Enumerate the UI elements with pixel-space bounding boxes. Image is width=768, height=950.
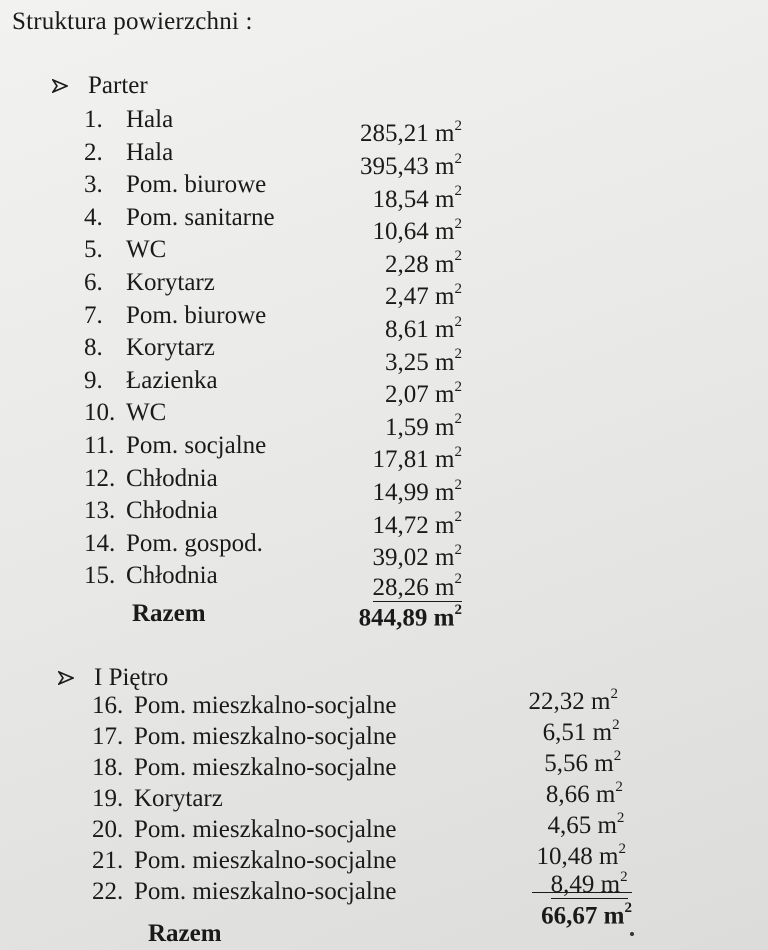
table-row (92, 752, 396, 784)
area-value (360, 120, 462, 147)
room-area (542, 711, 620, 747)
room-area (385, 242, 462, 278)
room-name: Łazienka (126, 366, 218, 394)
table-row (92, 876, 396, 908)
area-value (372, 476, 462, 506)
area-number: 1,59 m (385, 413, 455, 441)
area-unit-exponent: 2 (620, 869, 628, 885)
area-unit-exponent: 2 (454, 571, 462, 588)
table-row (92, 721, 396, 753)
row-number: 10. (84, 399, 116, 427)
row-number: 19. (92, 785, 124, 812)
area-number: 5,56 m (544, 750, 614, 778)
speck (630, 932, 634, 936)
section-heading (52, 72, 148, 100)
table-row (84, 397, 166, 429)
area-number: 17,81 m (372, 446, 455, 474)
row-number: 21. (92, 847, 124, 874)
room-name: WC (126, 236, 167, 264)
area-value (385, 248, 462, 278)
table-row (84, 202, 275, 234)
row-number: 3. (84, 171, 103, 199)
room-name: Chłodnia (126, 497, 218, 525)
area-unit-exponent: 2 (454, 281, 462, 297)
area-unit-exponent: 2 (454, 248, 462, 265)
total-unit-exponent: 2 (624, 900, 632, 916)
area-value (372, 215, 462, 246)
total-unit-exponent: 2 (454, 602, 462, 618)
table-row (84, 560, 218, 592)
table-row (92, 845, 396, 877)
area-value (372, 509, 462, 539)
area-number: 3,25 m (385, 348, 455, 376)
total-divider (532, 892, 632, 893)
room-area (536, 835, 626, 871)
row-number: 14. (84, 529, 116, 557)
total-label: Razem (148, 920, 222, 947)
area-value (385, 378, 462, 409)
arrow-bullet-icon (58, 671, 74, 685)
row-number: 13. (84, 497, 116, 525)
row-number: 16. (92, 692, 124, 719)
room-area (372, 438, 462, 474)
page-title: Struktura powierzchni : (12, 8, 253, 35)
area-unit-exponent: 2 (613, 748, 622, 764)
row-number: 11. (84, 432, 115, 459)
table-row (84, 234, 166, 266)
room-name: Pom. mieszkalno-socjalne (134, 878, 397, 905)
row-number: 22. (92, 878, 124, 905)
row-number: 9. (84, 366, 103, 394)
total-value (541, 894, 632, 930)
table-row (84, 332, 215, 364)
area-number: 8,49 m (550, 871, 621, 899)
table-row (84, 267, 215, 299)
area-number: 6,51 m (542, 719, 613, 747)
room-area (544, 742, 622, 778)
area-number: 14,72 m (372, 511, 455, 539)
room-name: Pom. mieszkalno-socjalne (134, 723, 397, 750)
area-unit-exponent: 2 (454, 150, 462, 167)
room-area (385, 340, 462, 376)
area-number: 8,66 m (545, 781, 616, 809)
area-unit-exponent: 2 (454, 346, 462, 363)
room-area (372, 177, 462, 213)
area-number: 2,47 m (385, 283, 455, 311)
area-value (385, 346, 462, 376)
table-row (84, 104, 173, 136)
area-unit-exponent: 2 (454, 476, 462, 493)
row-number: 12. (84, 464, 116, 492)
room-area (372, 503, 462, 539)
table-row (84, 463, 218, 495)
area-unit-exponent: 2 (454, 411, 462, 428)
room-area (385, 308, 462, 343)
row-number: 2. (84, 138, 103, 166)
room-name: Pom. biurowe (126, 171, 267, 199)
section-heading-label: I Piętro (94, 664, 169, 691)
row-number: 8. (84, 334, 103, 362)
area-value (385, 411, 462, 441)
table-row (92, 814, 396, 846)
room-name: Hala (126, 138, 174, 166)
table-row (92, 690, 396, 722)
area-unit-exponent: 2 (615, 779, 623, 795)
table-row (84, 528, 263, 560)
area-value (372, 541, 462, 572)
area-unit-exponent: 2 (454, 541, 462, 558)
room-name: Chłodnia (126, 464, 218, 492)
area-unit-exponent: 2 (454, 313, 462, 330)
room-area (385, 373, 462, 409)
table-row (84, 169, 266, 201)
area-unit-exponent: 2 (612, 717, 620, 733)
area-unit-exponent: 2 (454, 183, 462, 200)
area-number: 285,21 m (360, 120, 455, 148)
section-heading (58, 664, 168, 692)
room-area (360, 112, 462, 148)
area-number: 10,48 m (536, 843, 619, 871)
row-number: 20. (92, 816, 124, 843)
total-value (358, 596, 462, 632)
total-number: 844,89 m (358, 604, 455, 632)
row-number: 1. (84, 106, 103, 133)
row-number: 4. (84, 203, 103, 231)
room-name: Pom. biurowe (126, 301, 267, 329)
row-number: 7. (84, 301, 103, 329)
room-area (360, 145, 462, 180)
area-unit-exponent: 2 (454, 378, 462, 395)
room-name: Korytarz (126, 269, 215, 296)
area-unit-exponent: 2 (618, 841, 626, 857)
area-value (385, 313, 462, 343)
table-row (84, 430, 266, 462)
room-area (528, 680, 618, 716)
room-area (385, 405, 462, 441)
area-number: 8,61 m (385, 315, 455, 343)
room-area (547, 804, 625, 840)
room-name: Pom. mieszkalno-socjalne (134, 754, 397, 781)
area-number: 2,07 m (385, 381, 455, 409)
area-unit-exponent: 2 (454, 444, 462, 460)
room-area (545, 773, 623, 809)
room-name: Korytarz (134, 785, 223, 812)
room-name: Pom. mieszkalno-socjalne (134, 692, 397, 719)
area-value (360, 150, 462, 180)
room-name: Pom. socjalne (126, 432, 267, 459)
total-label: Razem (132, 600, 206, 627)
area-number: 2,28 m (385, 250, 455, 278)
room-name: Pom. mieszkalno-socjalne (134, 816, 397, 843)
total-number: 66,67 m (541, 902, 625, 930)
area-value (373, 446, 462, 473)
area-unit-exponent: 2 (610, 686, 618, 702)
area-number: 39,02 m (372, 544, 455, 572)
table-row (84, 300, 266, 332)
area-value (372, 183, 462, 213)
room-name: Chłodnia (126, 562, 218, 590)
row-number: 5. (84, 236, 103, 264)
section-heading-label: Parter (88, 72, 148, 99)
area-number: 18,54 m (372, 185, 455, 213)
area-unit-exponent: 2 (454, 215, 462, 232)
area-number: 395,43 m (360, 152, 455, 180)
row-number: 17. (92, 723, 124, 750)
area-unit-exponent: 2 (454, 509, 462, 526)
room-name: Pom. gospod. (126, 529, 263, 557)
row-number: 15. (84, 562, 116, 590)
room-area (372, 471, 462, 506)
room-name: Pom. sanitarne (126, 203, 275, 231)
room-name: Korytarz (126, 334, 215, 362)
row-number: 6. (84, 269, 103, 296)
table-row (92, 783, 223, 815)
room-area (372, 536, 462, 572)
table-row (84, 365, 218, 397)
table-row (84, 495, 218, 527)
room-area (372, 210, 462, 246)
area-number: 14,99 m (372, 478, 455, 506)
arrow-bullet-icon (52, 79, 68, 93)
area-unit-exponent: 2 (454, 118, 462, 134)
area-number: 28,26 m (372, 573, 455, 601)
room-name: WC (126, 399, 167, 427)
area-number: 10,64 m (372, 218, 455, 246)
area-number: 22,32 m (528, 688, 611, 716)
row-number: 18. (92, 754, 124, 781)
area-number: 4,65 m (547, 812, 617, 840)
table-row (84, 137, 173, 169)
area-value (385, 283, 462, 310)
room-name: Hala (126, 106, 174, 133)
area-unit-exponent: 2 (616, 810, 625, 826)
room-name: Pom. mieszkalno-socjalne (134, 847, 397, 874)
room-area (385, 275, 462, 311)
